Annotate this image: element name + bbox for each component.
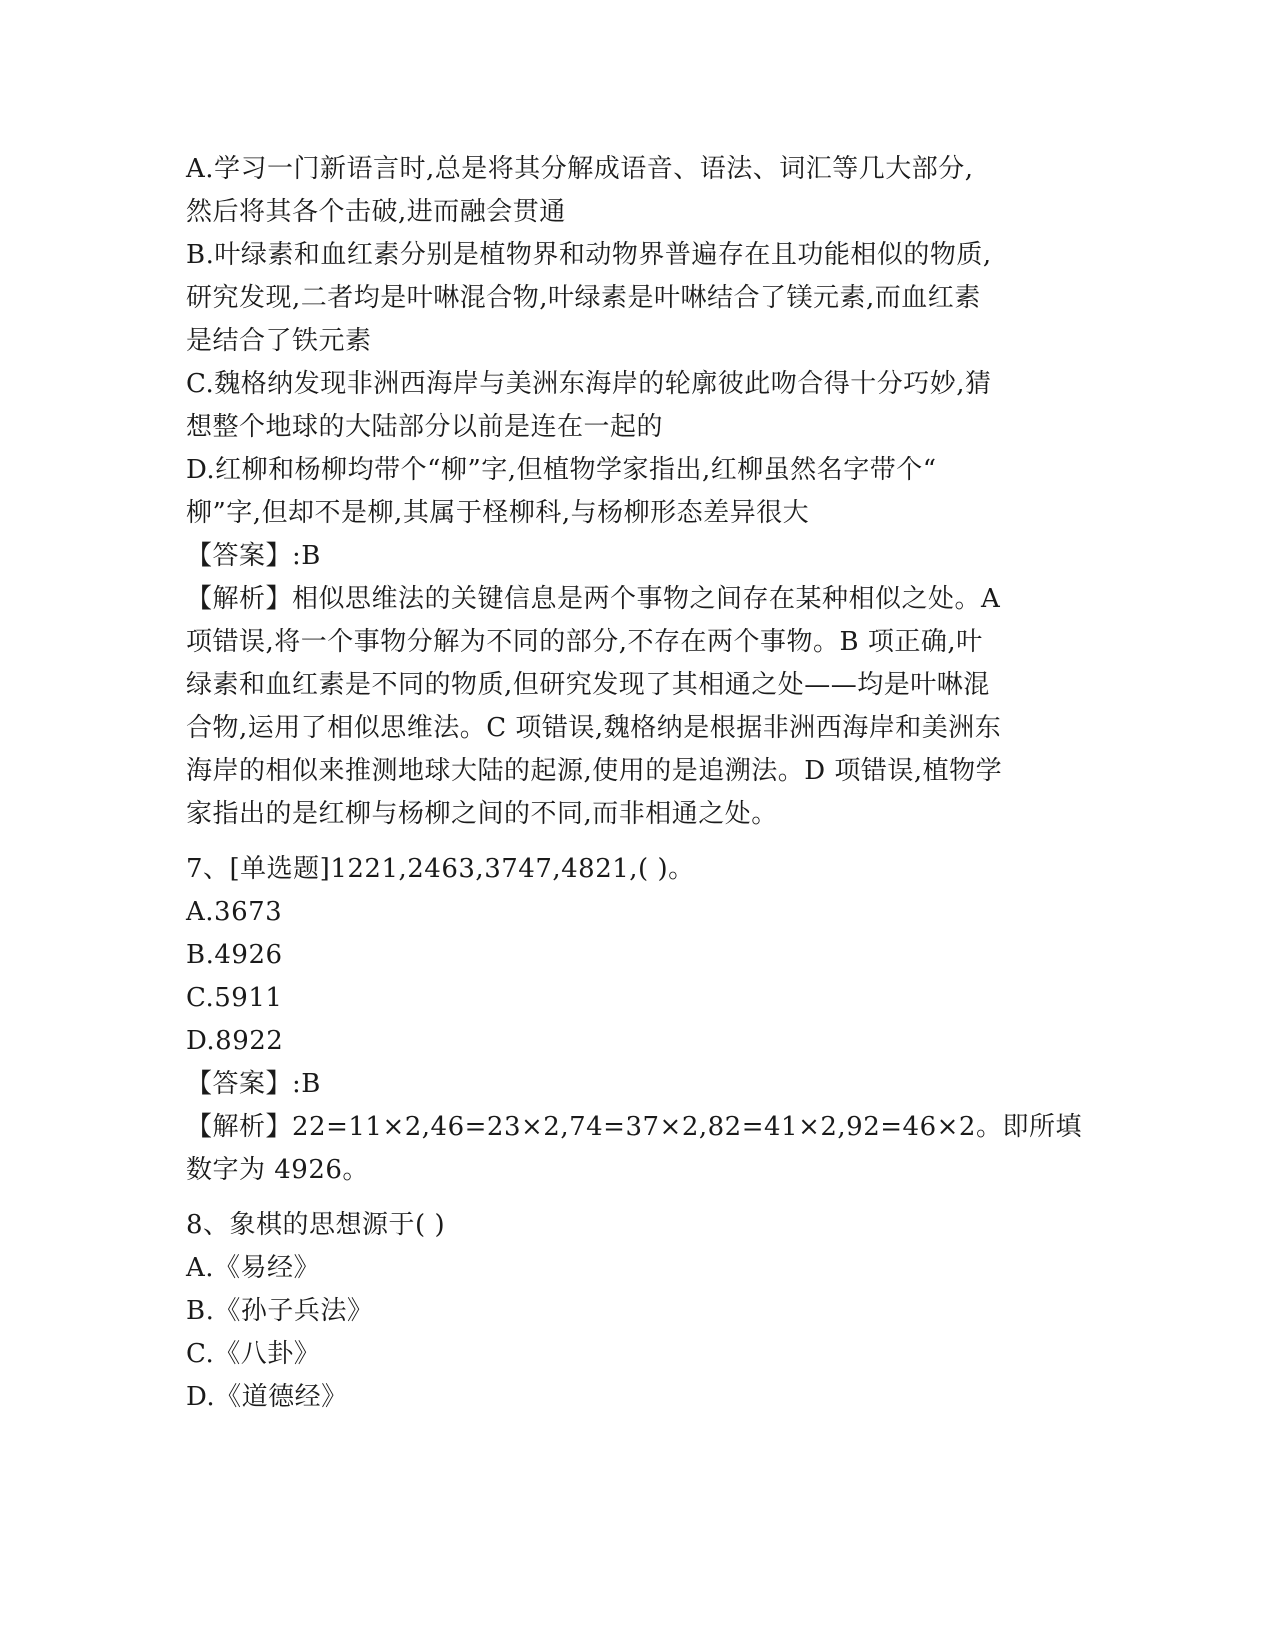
question-7-answer: 【答案】:B	[186, 1069, 321, 1099]
option-a	[186, 148, 1066, 234]
question-8-option-a: A.《易经》	[186, 1253, 321, 1283]
question-6-block	[186, 148, 1066, 836]
option-b-line-2: 研究发现,二者均是叶啉混合物,叶绿素是叶啉结合了镁元素,而血红素	[186, 283, 981, 313]
question-8-option-b: B.《孙子兵法》	[186, 1296, 374, 1326]
option-b-line-3: 是结合了铁元素	[186, 326, 372, 356]
option-d-line-1: D.红柳和杨柳均带个“柳”字,但植物学家指出,红柳虽然名字带个“	[186, 455, 937, 485]
question-8-option-c: C.《八卦》	[186, 1339, 321, 1369]
question-7-block	[186, 848, 1082, 1192]
analysis-line-4: 合物,运用了相似思维法。C 项错误,魏格纳是根据非洲西海岸和美洲东	[186, 713, 1002, 743]
question-7-stem: 7、[单选题]1221,2463,3747,4821,( )。	[186, 854, 695, 884]
question-8-stem: 8、象棋的思想源于( )	[186, 1210, 446, 1240]
question-7-option-c: C.5911	[186, 983, 283, 1013]
analysis-line-5: 海岸的相似来推测地球大陆的起源,使用的是追溯法。D 项错误,植物学	[186, 756, 1003, 786]
question-7-analysis-line-2: 数字为 4926。	[186, 1155, 369, 1185]
spacer	[186, 836, 1066, 848]
option-c-line-2: 想整个地球的大陆部分以前是连在一起的	[186, 412, 664, 442]
question-7-option-a: A.3673	[186, 897, 283, 927]
analysis-paragraph	[186, 578, 1066, 836]
answer-line: 【答案】:B	[186, 541, 321, 571]
document-content	[186, 148, 1082, 1419]
spacer	[186, 1192, 1066, 1204]
option-d	[186, 449, 1066, 535]
option-d-line-2: 柳”字,但却不是柳,其属于柽柳科,与杨柳形态差异很大	[186, 498, 810, 528]
analysis-line-2: 项错误,将一个事物分解为不同的部分,不存在两个事物。B 项正确,叶	[186, 627, 983, 657]
question-8-block	[186, 1204, 1066, 1419]
question-7-option-b: B.4926	[186, 940, 283, 970]
option-b	[186, 234, 1066, 363]
question-7-option-d: D.8922	[186, 1026, 284, 1056]
question-7-analysis-line-1: 【解析】22=11×2,46=23×2,74=37×2,82=41×2,92=46×2。即所填	[186, 1112, 1082, 1142]
analysis-line-3: 绿素和血红素是不同的物质,但研究发现了其相通之处——均是叶啉混	[186, 670, 990, 700]
option-a-line-2: 然后将其各个击破,进而融会贯通	[186, 197, 566, 227]
option-a-line-1: A.学习一门新语言时,总是将其分解成语音、语法、词汇等几大部分,	[186, 154, 974, 184]
question-8-option-d: D.《道德经》	[186, 1382, 348, 1412]
option-c	[186, 363, 1066, 449]
analysis-line-1: 【解析】相似思维法的关键信息是两个事物之间存在某种相似之处。A	[186, 584, 1001, 614]
option-b-line-1: B.叶绿素和血红素分别是植物界和动物界普遍存在且功能相似的物质,	[186, 240, 992, 270]
analysis-line-6: 家指出的是红柳与杨柳之间的不同,而非相通之处。	[186, 799, 778, 829]
option-c-line-1: C.魏格纳发现非洲西海岸与美洲东海岸的轮廓彼此吻合得十分巧妙,猜	[186, 369, 992, 399]
